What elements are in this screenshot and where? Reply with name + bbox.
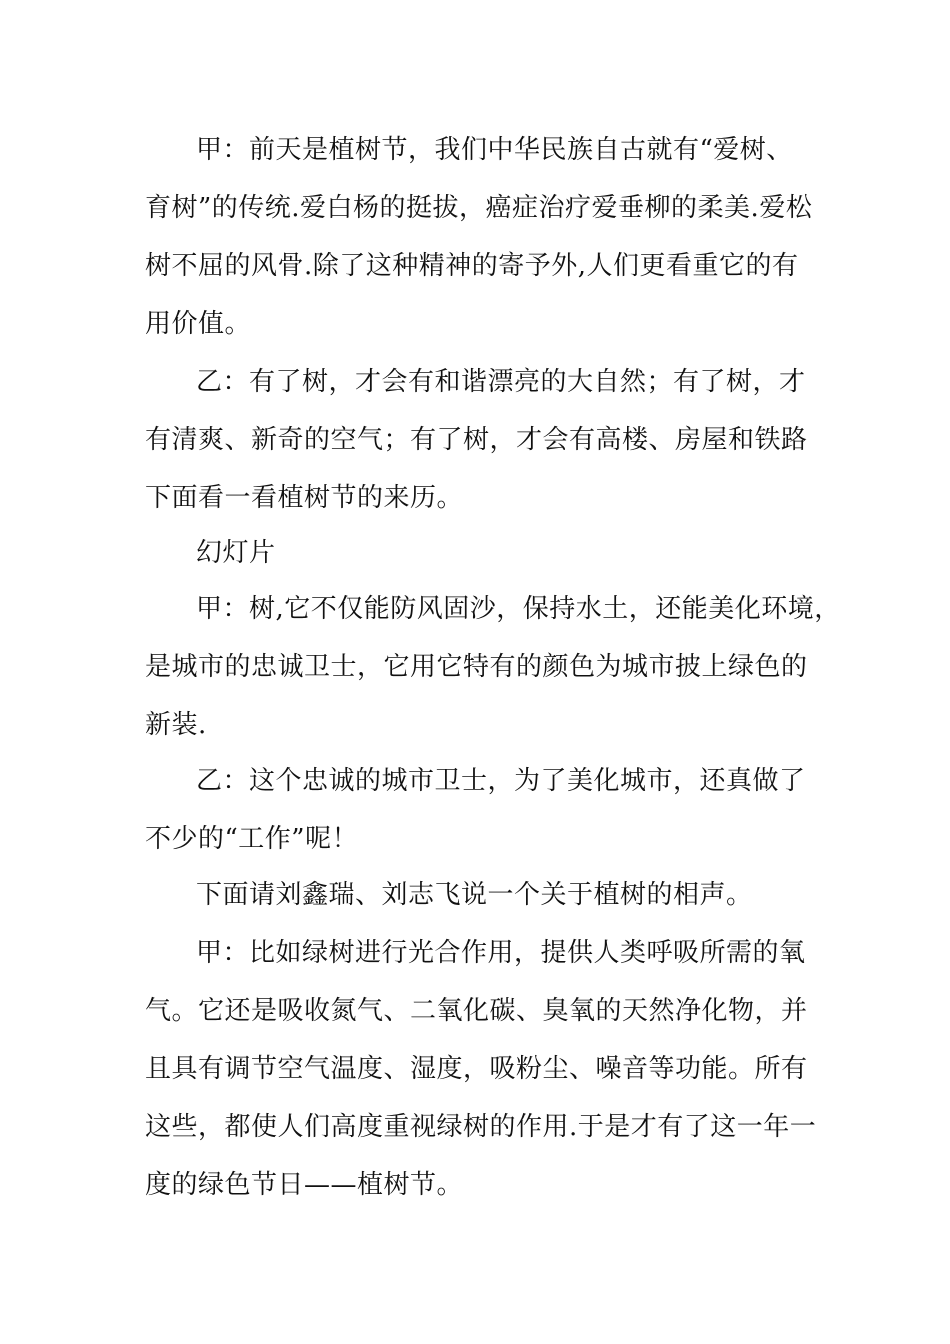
text-line: 气。它还是吸收氮气、二氧化碳、臭氧的天然净化物，并 bbox=[145, 996, 808, 1026]
text-line: 甲：树,它不仅能防风固沙，保持水土，还能美化环境， bbox=[196, 594, 841, 624]
text-line: 下面请刘鑫瑞、刘志飞说一个关于植树的相声。 bbox=[196, 880, 753, 910]
text-line: 甲：比如绿树进行光合作用，提供人类呼吸所需的氧 bbox=[196, 938, 806, 968]
text-line: 这些，都使人们高度重视绿树的作用.于是才有了这一年一 bbox=[145, 1112, 817, 1142]
text-line: 是城市的忠诚卫士，它用它特有的颜色为城市披上绿色的 bbox=[145, 652, 808, 682]
text-line: 育树”的传统.爱白杨的挺拔，癌症治疗爱垂柳的柔美.爱松 bbox=[145, 193, 813, 223]
text-line: 乙：这个忠诚的城市卫士，为了美化城市，还真做了 bbox=[196, 766, 806, 796]
text-line: 且具有调节空气温度、湿度，吸粉尘、噪音等功能。所有 bbox=[145, 1054, 808, 1084]
text-line: 甲：前天是植树节，我们中华民族自古就有“爱树、 bbox=[196, 135, 793, 165]
text-line: 有清爽、新奇的空气；有了树，才会有高楼、房屋和铁路 bbox=[145, 425, 808, 455]
text-line: 幻灯片 bbox=[196, 538, 276, 568]
text-line: 树不屈的风骨.除了这种精神的寄予外,人们更看重它的有 bbox=[145, 251, 799, 281]
text-line: 新装. bbox=[145, 710, 207, 740]
text-line: 下面看一看植树节的来历。 bbox=[145, 483, 464, 513]
text-line: 度的绿色节日——植树节。 bbox=[145, 1170, 464, 1200]
text-line: 用价值。 bbox=[145, 309, 252, 339]
text-line: 乙：有了树，才会有和谐漂亮的大自然；有了树，才 bbox=[196, 367, 806, 397]
text-line: 不少的“工作”呢！ bbox=[145, 824, 359, 854]
